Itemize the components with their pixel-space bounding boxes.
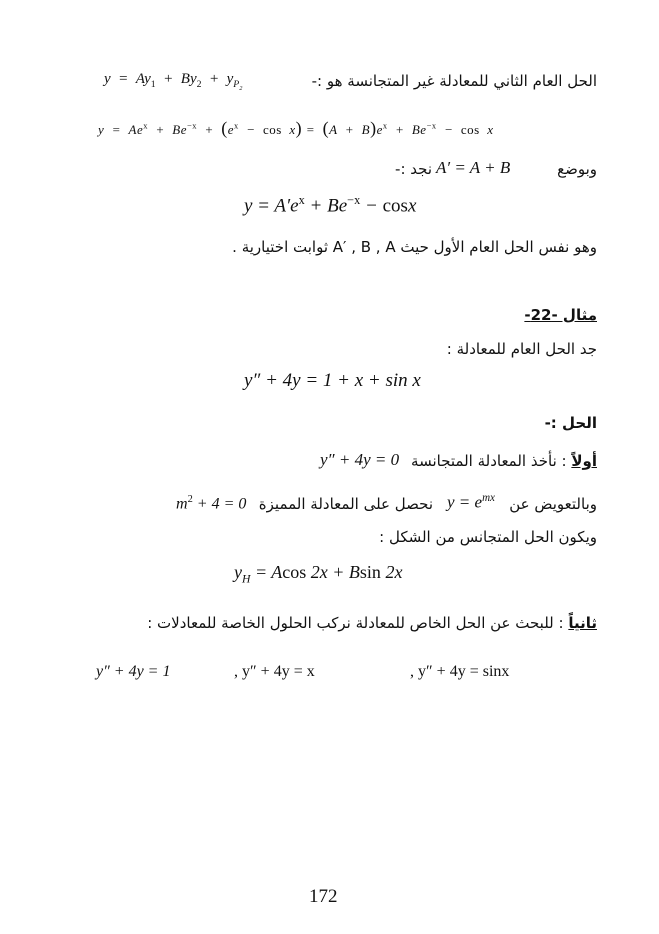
step2-arabic-b: نحصل على المعادلة المميزة: [258, 495, 433, 513]
step6-equation-3: , y″ + 4y = sinx: [410, 663, 510, 680]
line6-arabic: جد الحل العام للمعادلة :: [446, 340, 597, 358]
line3-equation: A′ = A + B: [436, 158, 511, 177]
step2-arabic-a: وبالتعويض عن: [509, 495, 597, 513]
example-heading: مثال -22-: [524, 306, 597, 324]
step5-text: : للبحث عن الحل الخاص للمعادلة نركب الحلول الخاصة للمعادلات :: [147, 614, 564, 632]
step1-row: [411, 452, 597, 470]
line3-arabic-a: وبوضع: [557, 160, 597, 178]
line2-equation: $y = Ae^x + Be^{-x} + (e^x - \cos x) = (A + B)e^x + Be^{-x} - \cos x$: [98, 118, 494, 138]
step5-label: ثانياً: [568, 614, 597, 632]
line3-arabic-b: نجد :-: [395, 160, 432, 178]
step4-equation: $y_H = Acos$ 2x + Bsin 2x: [234, 562, 403, 586]
line1-equation: $y = Ay_1 + By_2 + y_{P_2}$: [104, 71, 243, 92]
line7-equation: y″ + 4y = 1 + x + sin x: [244, 370, 421, 391]
solution-label: الحل :-: [544, 414, 597, 432]
line1-arabic: الحل العام الثاني للمعادلة غير المتجانسة هو :-: [311, 72, 597, 90]
step1-label: أولاً: [571, 452, 597, 470]
step1-equation: y″ + 4y = 0: [320, 450, 400, 469]
step2-equation-b: $m^2 + 4 = 0$: [176, 494, 247, 513]
line5-arabic: وهو نفس الحل العام الأول حيث A′ , B , A ثوابت اختيارية .: [232, 238, 597, 256]
step2-equation-a: $y = e^{mx}$: [447, 492, 495, 512]
page-number: 172: [309, 886, 338, 907]
step5-row: [147, 614, 597, 632]
step6-equation-1: y″ + 4y = 1: [96, 663, 171, 680]
step6-equation-2: , y″ + 4y = x: [234, 663, 315, 680]
line4-equation: $y = A'e^x + Be^{-x} - \cos x$: [244, 193, 417, 217]
step1-text: : نأخذ المعادلة المتجانسة: [411, 452, 567, 470]
step3-arabic: ويكون الحل المتجانس من الشكل :: [379, 528, 597, 546]
